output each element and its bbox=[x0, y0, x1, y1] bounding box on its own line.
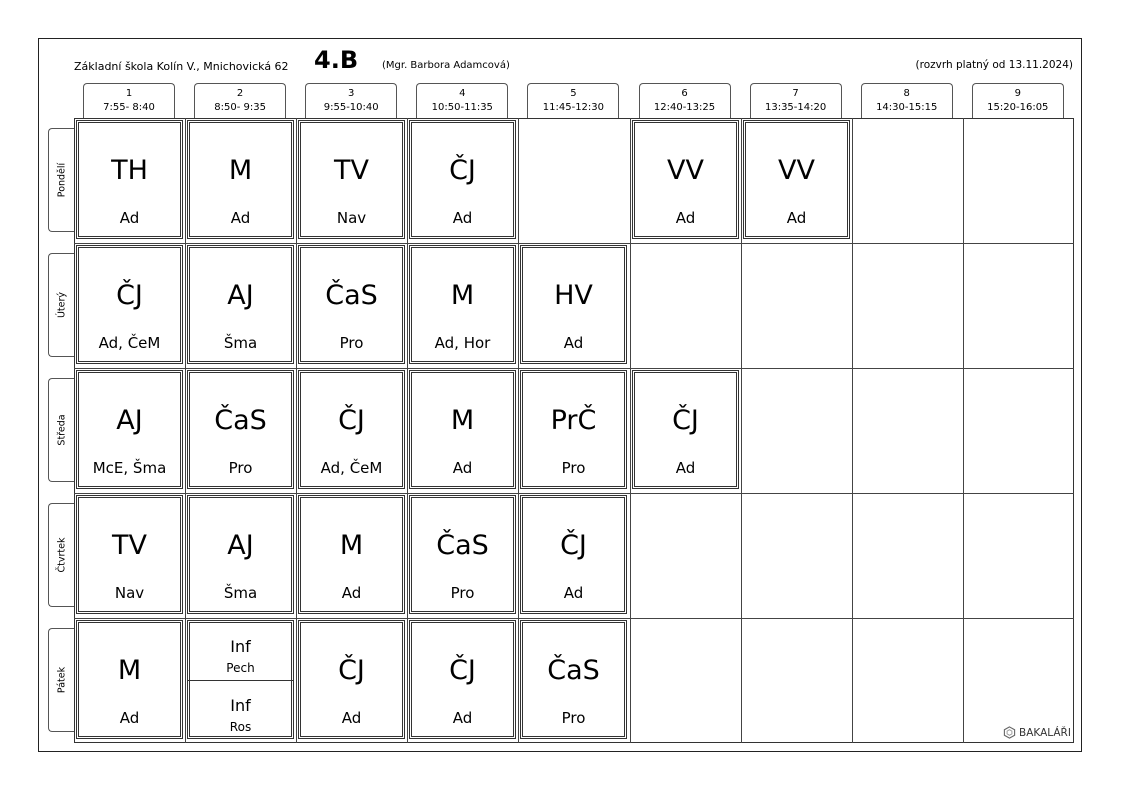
lesson-teacher: Ad, ČeM bbox=[320, 459, 383, 477]
day-name: Úterý bbox=[56, 291, 67, 319]
grid-vline bbox=[407, 118, 408, 743]
class-teacher: (Mgr. Barbora Adamcová) bbox=[382, 60, 510, 71]
lesson-cell[interactable] bbox=[409, 370, 516, 489]
lesson-teacher: Pro bbox=[561, 459, 586, 477]
period-number: 7 bbox=[792, 88, 799, 99]
lesson-cell[interactable] bbox=[298, 370, 405, 489]
day-tab-1 bbox=[48, 128, 74, 232]
lesson-subject: ČaS bbox=[214, 405, 267, 436]
lesson-subject: M bbox=[117, 655, 142, 686]
valid-from: (rozvrh platný od 13.11.2024) bbox=[915, 59, 1073, 71]
lesson-teacher: Pro bbox=[228, 459, 253, 477]
grid-hline bbox=[74, 493, 1074, 494]
lesson-subject: ČaS bbox=[325, 280, 378, 311]
lesson-cell[interactable] bbox=[298, 120, 405, 239]
day-tab-2 bbox=[48, 253, 74, 357]
day-name: Pondělí bbox=[56, 162, 67, 198]
period-number: 6 bbox=[681, 88, 688, 99]
brand-label: BAKALÁŘI bbox=[1019, 726, 1071, 739]
lesson-teacher: Šma bbox=[223, 584, 258, 602]
lesson-subject: ČJ bbox=[449, 155, 476, 186]
grid-hline bbox=[74, 618, 1074, 619]
lesson-subject: ČJ bbox=[338, 405, 365, 436]
day-tab-3 bbox=[48, 378, 74, 482]
lesson-teacher: Ad bbox=[119, 709, 140, 727]
period-number: 4 bbox=[459, 88, 466, 99]
grid-vline bbox=[852, 118, 853, 743]
lesson-teacher: Ad, Hor bbox=[434, 334, 491, 352]
lesson-cell[interactable] bbox=[409, 245, 516, 364]
period-tab-9 bbox=[972, 83, 1064, 118]
grid-vline bbox=[518, 118, 519, 743]
lesson-subject: M bbox=[450, 405, 475, 436]
lesson-teacher: Ad bbox=[119, 209, 140, 227]
lesson-cell[interactable] bbox=[520, 620, 627, 739]
lesson-subject: ČJ bbox=[672, 405, 699, 436]
grid-vline bbox=[185, 118, 186, 743]
lesson-cell[interactable] bbox=[76, 245, 183, 364]
period-tab-4 bbox=[416, 83, 508, 118]
lesson-teacher: Ros bbox=[229, 720, 252, 734]
lesson-cell[interactable] bbox=[632, 120, 739, 239]
grid-vline bbox=[741, 118, 742, 743]
period-number: 1 bbox=[125, 88, 133, 99]
lesson-teacher: Pech bbox=[226, 661, 255, 675]
lesson-teacher: Ad bbox=[563, 584, 584, 602]
lesson-teacher: Nav bbox=[336, 209, 367, 227]
lesson-teacher: Pro bbox=[561, 709, 586, 727]
grid-vline bbox=[963, 118, 964, 743]
bakalari-logo-icon bbox=[1003, 726, 1016, 739]
lesson-group bbox=[188, 621, 293, 681]
lesson-subject: ČJ bbox=[338, 655, 365, 686]
period-number: 8 bbox=[903, 88, 910, 99]
lesson-cell[interactable] bbox=[187, 620, 294, 739]
lesson-teacher: Ad bbox=[452, 709, 473, 727]
period-number: 2 bbox=[236, 88, 244, 99]
school-name: Základní škola Kolín V., Mnichovická 62 bbox=[74, 60, 289, 73]
grid-hline bbox=[74, 368, 1074, 369]
lesson-subject: Inf bbox=[230, 637, 251, 656]
lesson-subject: TV bbox=[334, 155, 369, 186]
period-tab-8 bbox=[861, 83, 953, 118]
day-name: Čtvrtek bbox=[56, 537, 67, 573]
lesson-cell[interactable] bbox=[520, 245, 627, 364]
grid-vline bbox=[630, 118, 631, 743]
lesson-teacher: Ad bbox=[786, 209, 807, 227]
lesson-cell[interactable] bbox=[743, 120, 850, 239]
lesson-teacher: Ad bbox=[675, 459, 696, 477]
day-tab-4 bbox=[48, 503, 74, 607]
lesson-subject: TH bbox=[111, 155, 148, 186]
day-name: Středa bbox=[56, 414, 67, 446]
lesson-cell[interactable] bbox=[187, 120, 294, 239]
period-tab-6 bbox=[639, 83, 731, 118]
lesson-subject: Inf bbox=[230, 696, 251, 715]
lesson-cell[interactable] bbox=[187, 370, 294, 489]
period-tab-3 bbox=[305, 83, 397, 118]
lesson-cell[interactable] bbox=[409, 495, 516, 614]
lesson-subject: VV bbox=[667, 155, 704, 186]
lesson-cell[interactable] bbox=[76, 120, 183, 239]
lesson-subject: ČJ bbox=[116, 280, 143, 311]
lesson-cell[interactable] bbox=[298, 245, 405, 364]
period-time: 10:50-11:35 bbox=[431, 102, 493, 113]
lesson-teacher: Nav bbox=[114, 584, 145, 602]
period-tab-7 bbox=[750, 83, 842, 118]
lesson-teacher: Ad bbox=[675, 209, 696, 227]
period-number: 5 bbox=[570, 88, 577, 99]
lesson-cell[interactable] bbox=[632, 370, 739, 489]
period-time: 15:20-16:05 bbox=[987, 102, 1049, 113]
grid-vline bbox=[296, 118, 297, 743]
period-number: 3 bbox=[348, 88, 355, 99]
lesson-cell[interactable] bbox=[76, 495, 183, 614]
period-time: 11:45-12:30 bbox=[542, 102, 605, 113]
period-time: 9:55-10:40 bbox=[323, 102, 379, 113]
period-time: 13:35-14:20 bbox=[764, 102, 827, 113]
lesson-cell[interactable] bbox=[187, 245, 294, 364]
lesson-cell[interactable] bbox=[187, 495, 294, 614]
grid-hline bbox=[74, 243, 1074, 244]
lesson-subject: ČaS bbox=[436, 530, 489, 561]
lesson-cell[interactable] bbox=[520, 370, 627, 489]
lesson-cell[interactable] bbox=[76, 620, 183, 739]
period-tab-1 bbox=[83, 83, 175, 118]
period-number: 9 bbox=[1014, 88, 1021, 99]
period-time: 12:40-13:25 bbox=[653, 102, 716, 113]
lesson-subject: AJ bbox=[227, 280, 254, 311]
lesson-subject: M bbox=[339, 530, 364, 561]
lesson-teacher: Ad bbox=[341, 709, 362, 727]
class-title: 4.B bbox=[314, 46, 359, 74]
lesson-cell[interactable] bbox=[409, 120, 516, 239]
lesson-teacher: Ad bbox=[563, 334, 584, 352]
lesson-subject: TV bbox=[112, 530, 147, 561]
lesson-subject: ČJ bbox=[449, 655, 476, 686]
lesson-cell[interactable] bbox=[298, 620, 405, 739]
lesson-teacher: Pro bbox=[339, 334, 364, 352]
lesson-cell[interactable] bbox=[409, 620, 516, 739]
lesson-subject: M bbox=[228, 155, 253, 186]
period-time: 7:55- 8:40 bbox=[103, 102, 155, 113]
lesson-cell[interactable] bbox=[520, 495, 627, 614]
lesson-cell[interactable] bbox=[298, 495, 405, 614]
lesson-group bbox=[188, 680, 293, 739]
lesson-teacher: Ad bbox=[452, 459, 473, 477]
lesson-subject: M bbox=[450, 280, 475, 311]
lesson-subject: VV bbox=[778, 155, 815, 186]
lesson-teacher: Ad, ČeM bbox=[98, 334, 161, 352]
lesson-subject: ČaS bbox=[547, 655, 600, 686]
lesson-subject: AJ bbox=[116, 405, 143, 436]
brand bbox=[1003, 726, 1071, 739]
period-time: 8:50- 9:35 bbox=[214, 102, 266, 113]
lesson-subject: PrČ bbox=[550, 405, 597, 436]
lesson-cell[interactable] bbox=[76, 370, 183, 489]
lesson-teacher: Ad bbox=[341, 584, 362, 602]
lesson-teacher: McE, Šma bbox=[92, 459, 167, 477]
lesson-teacher: Pro bbox=[450, 584, 475, 602]
lesson-subject: ČJ bbox=[560, 530, 587, 561]
lesson-subject: HV bbox=[554, 280, 593, 311]
lesson-subject: AJ bbox=[227, 530, 254, 561]
day-name: Pátek bbox=[56, 666, 67, 694]
period-tab-5 bbox=[527, 83, 619, 118]
lesson-teacher: Ad bbox=[230, 209, 251, 227]
period-time: 14:30-15:15 bbox=[876, 102, 938, 113]
period-tab-2 bbox=[194, 83, 286, 118]
lesson-teacher: Ad bbox=[452, 209, 473, 227]
day-tab-5 bbox=[48, 628, 74, 732]
lesson-teacher: Šma bbox=[223, 334, 258, 352]
